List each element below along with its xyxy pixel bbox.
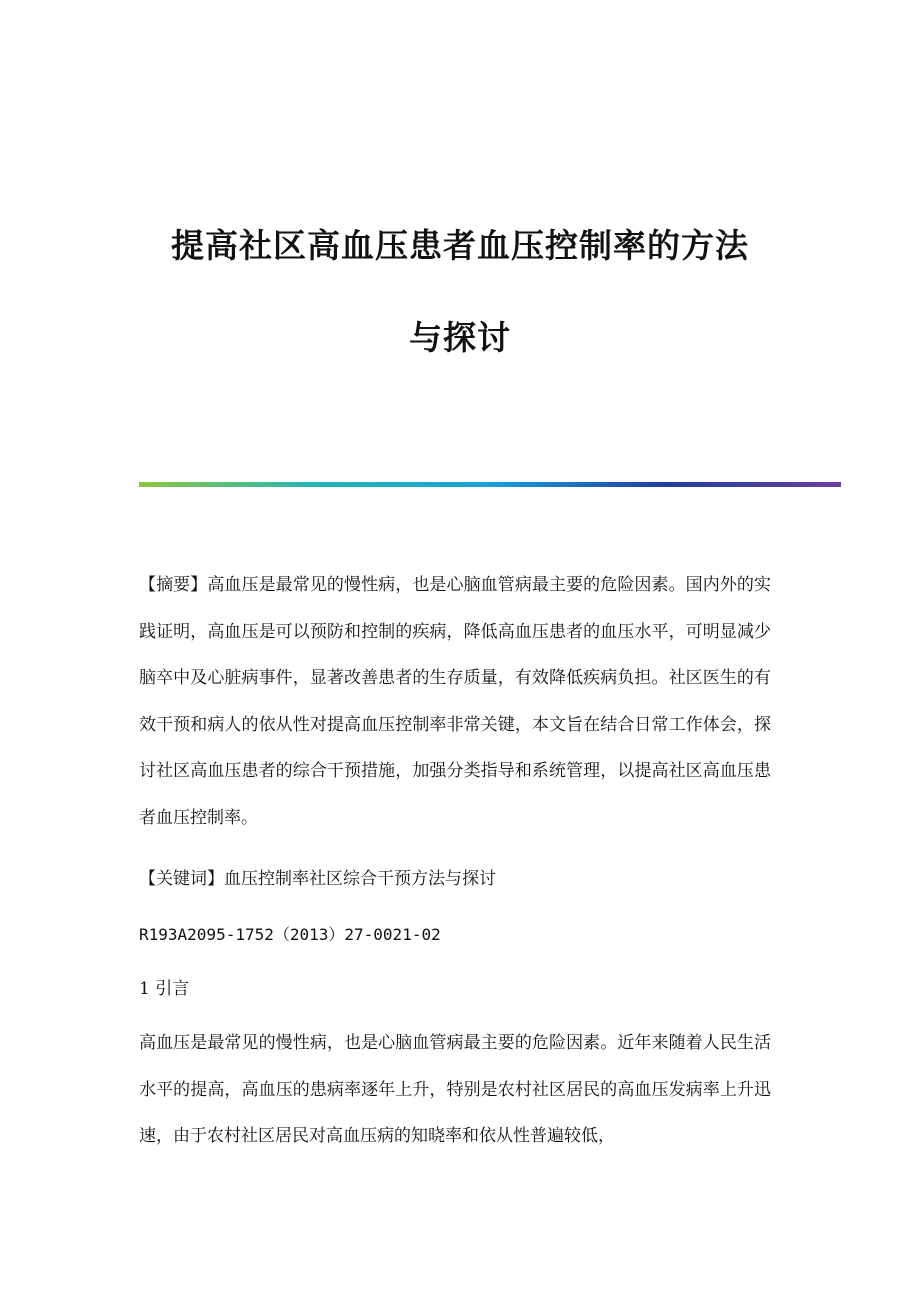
- section-heading: 1 引言: [139, 979, 190, 999]
- gradient-divider: [139, 482, 841, 487]
- abstract-paragraph: 【摘要】高血压是最常见的慢性病，也是心脑血管病最主要的危险因素。国内外的实践证明，高血压是可以预防和控制的疾病，降低高血压患者的血压水平，可明显减少脑卒中及心脏病事件，显著改善患者的生存质量，有效降低疾病负担。社区医生的有效干预和病人的依从性对提高血压控制率非常关键，本文旨在结合日常工作体会，探讨社区高血压患者的综合干预措施，加强分类指导和系统管理，以提高社区高血压患者血压控制率。: [139, 575, 771, 828]
- keywords-line: 【关键词】血压控制率社区综合干预方法与探讨: [139, 869, 496, 889]
- body-paragraph: 高血压是最常见的慢性病，也是心脑血管病最主要的危险因素。近年来随着人民生活水平的提高，高血压的患病率逐年上升，特别是农村社区居民的高血压发病率上升迅速，由于农村社区居民对高血压病的知晓率和依从性普遍较低，: [139, 1033, 771, 1147]
- document-title-line-2: 与探讨: [409, 318, 511, 357]
- classification-code: R193A2095-1752（2013）27-0021-02: [139, 925, 441, 944]
- document-title-line-1: 提高社区高血压患者血压控制率的方法: [171, 226, 749, 265]
